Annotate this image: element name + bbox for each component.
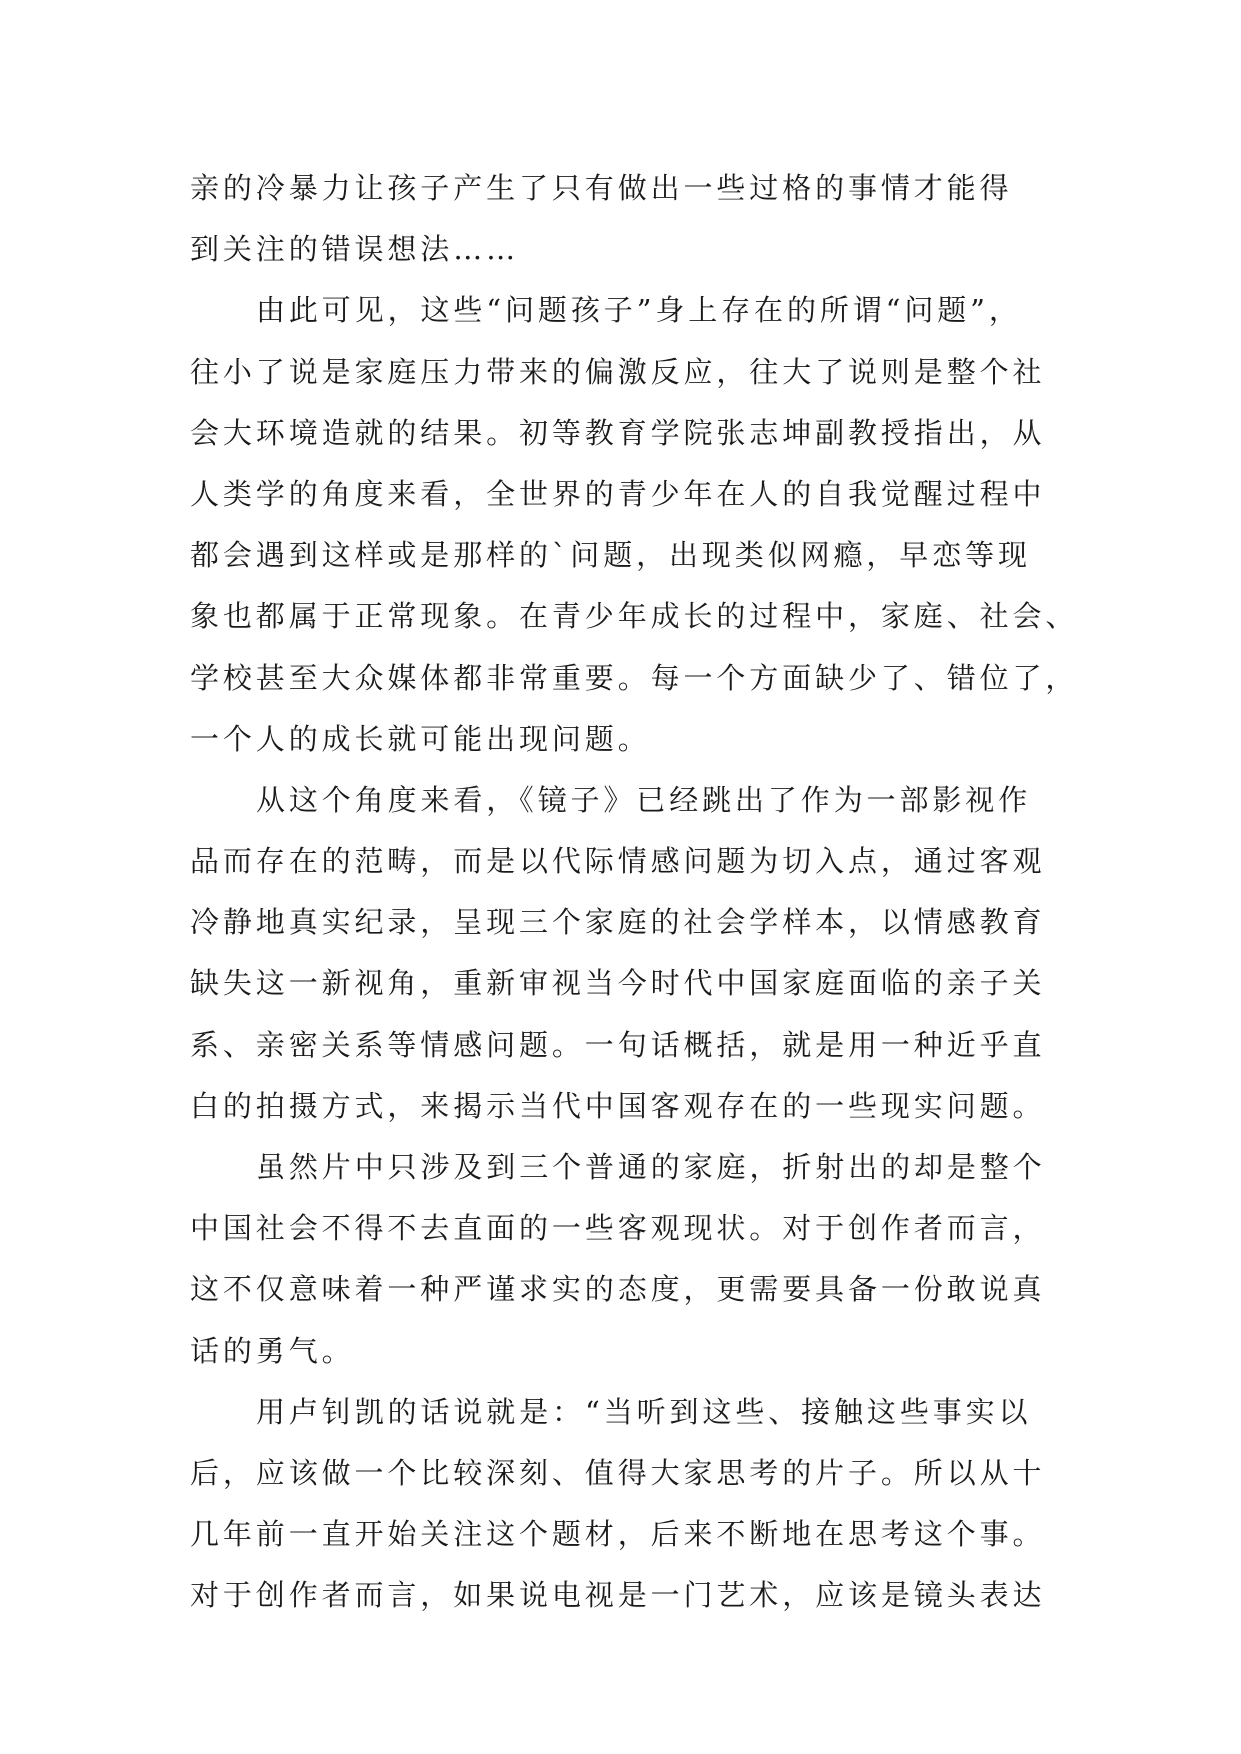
text-line: 中国社会不得不去直面的一些客观现状。对于创作者而言， — [190, 1211, 1046, 1246]
text-line: 缺失这一新视角，重新审视当今时代中国家庭面临的亲子关 — [190, 966, 1046, 1001]
document-body — [190, 158, 1079, 1627]
text-line: 品而存在的范畴，而是以代际情感问题为切入点，通过客观 — [190, 844, 1046, 879]
text-line: 后，应该做一个比较深刻、值得大家思考的片子。所以从十 — [190, 1455, 1046, 1490]
text-line: 学校甚至大众媒体都非常重要。每一个方面缺少了、错位了， — [190, 660, 1079, 695]
text-line: 几年前一直开始关注这个题材，后来不断地在思考这个事。 — [190, 1517, 1046, 1552]
text-line: 亲的冷暴力让孩子产生了只有做出一些过格的事情才能得 — [190, 171, 1013, 205]
text-line: 会大环境造就的结果。初等教育学院张志坤副教授指出，从 — [190, 415, 1046, 450]
paragraph-first-line: 由此可见，这些“问题孩子”身上存在的所谓“问题”， — [256, 293, 1022, 328]
paragraph-first-line: 从这个角度来看，《镜子》已经跳出了作为一部影视作 — [256, 782, 1032, 817]
text-line: 人类学的角度来看，全世界的青少年在人的自我觉醒过程中 — [190, 476, 1046, 511]
text-line: 这不仅意味着一种严谨求实的态度，更需要具备一份敢说真 — [190, 1272, 1046, 1307]
text-line: 白的拍摄方式，来揭示当代中国客观存在的一些现实问题。 — [190, 1088, 1046, 1123]
text-line: 系、亲密关系等情感问题。一句话概括，就是用一种近乎直 — [190, 1027, 1046, 1062]
paragraph-first-line: 虽然片中只涉及到三个普通的家庭，折射出的却是整个 — [256, 1150, 1046, 1184]
text-line: 话的勇气。 — [190, 1333, 355, 1368]
text-line: 象也都属于正常现象。在青少年成长的过程中，家庭、社会、 — [190, 599, 1079, 634]
text-line: 对于创作者而言，如果说电视是一门艺术，应该是镜头表达 — [190, 1578, 1046, 1613]
paragraph-first-line: 用卢钊凯的话说就是：“当听到这些、接触这些事实以 — [256, 1394, 1032, 1429]
text-line: 到关注的错误想法…… — [190, 232, 520, 267]
text-line: 往小了说是家庭压力带来的偏激反应，往大了说则是整个社 — [190, 354, 1046, 389]
text-line: 冷静地真实纪录，呈现三个家庭的社会学样本，以情感教育 — [190, 905, 1046, 940]
text-line: 都会遇到这样或是那样的`问题，出现类似网瘾，早恋等现 — [190, 538, 1031, 573]
text-line: 一个人的成长就可能出现问题。 — [190, 721, 651, 756]
